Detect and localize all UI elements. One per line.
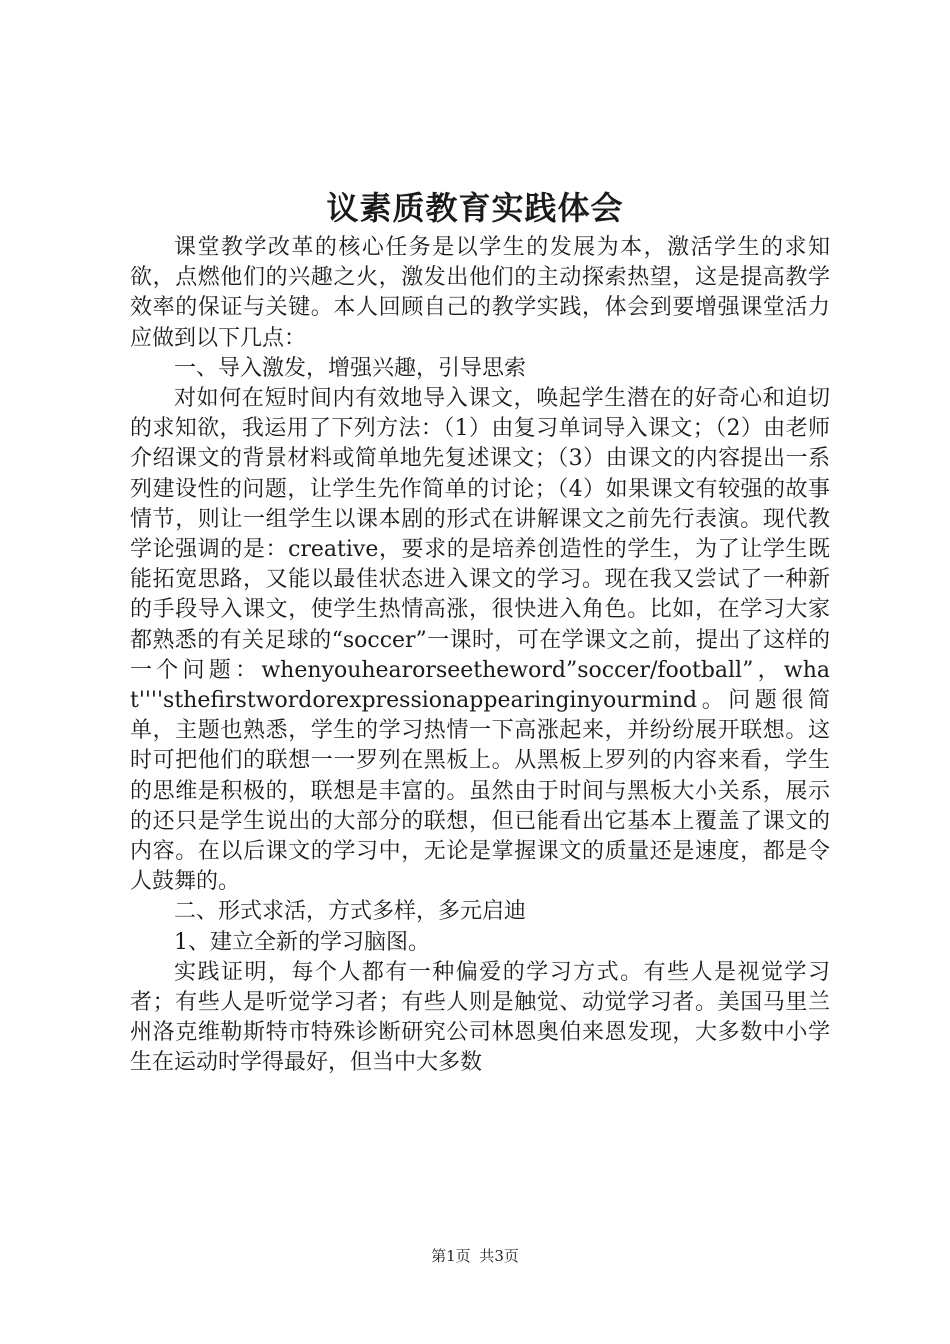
section-heading-1: 一、导入激发，增强兴趣，引导思索 xyxy=(174,355,527,381)
paragraph-intro: 课堂教学改革的核心任务是以学生的发展为本，激活学生的求知欲，点燃他们的兴趣之火，激发出他们的主动探索热望，这是提高教学效率的保证与关键。本人回顾自己的教学实践，体会到要增强课堂活力应做到以下几点： xyxy=(130,235,830,351)
page-total: 共3页 xyxy=(479,1247,519,1265)
document-body xyxy=(130,233,830,1079)
page-number: 第1页 xyxy=(431,1247,471,1265)
document-title: 议素质教育实践体会 xyxy=(326,189,624,227)
paragraph-section-1: 对如何在短时间内有效地导入课文，唤起学生潜在的好奇心和迫切的求知欲，我运用了下列方法：（1）由复习单词导入课文；（2）由老师介绍课文的背景材料或简单地先复述课文；（3）由课文的内容提出一系列建设性的问题，让学生先作简单的讨论；（4）如果课文有较强的故事情节，则让一组学生以课本剧的形式在讲解课文之前先行表演。现代教学论强调的是：creative，要求的是培养创造性的学生，为了让学生既能拓宽思路，又能以最佳状态进入课文的学习。现在我又尝试了一种新的手段导入课文，使学生热情高涨，很快进入角色。比如，在学习大家都熟悉的有关足球的“soccer”一课时，可在学课文之前，提出了这样的一个问题：whenyouhearorseetheword”soccer/football”，what''''sthefirstwordorexpressionappearinginyourmind。问题很简单，主题也熟悉，学生的学习热情一下高涨起来，并纷纷展开联想。这时可把他们的联想一一罗列在黑板上。从黑板上罗列的内容来看，学生的思维是积极的，联想是丰富的。虽然由于时间与黑板大小关系，展示的还只是学生说出的大部分的联想，但已能看出它基本上覆盖了课文的内容。在以后课文的学习中，无论是掌握课文的质量还是速度，都是令人鼓舞的。 xyxy=(130,386,830,895)
subsection-heading-2-1: 1、建立全新的学习脑图。 xyxy=(174,929,430,955)
page-footer xyxy=(0,1246,950,1266)
paragraph-section-2-1: 实践证明，每个人都有一种偏爱的学习方式。有些人是视觉学习者；有些人是听觉学习者；有些人则是触觉、动觉学习者。美国马里兰州洛克维勒斯特市特殊诊断研究公司林恩奥伯来恩发现，大多数中小学生在运动时学得最好，但当中大多数 xyxy=(130,959,830,1076)
section-heading-2: 二、形式求活，方式多样，多元启迪 xyxy=(174,899,527,925)
